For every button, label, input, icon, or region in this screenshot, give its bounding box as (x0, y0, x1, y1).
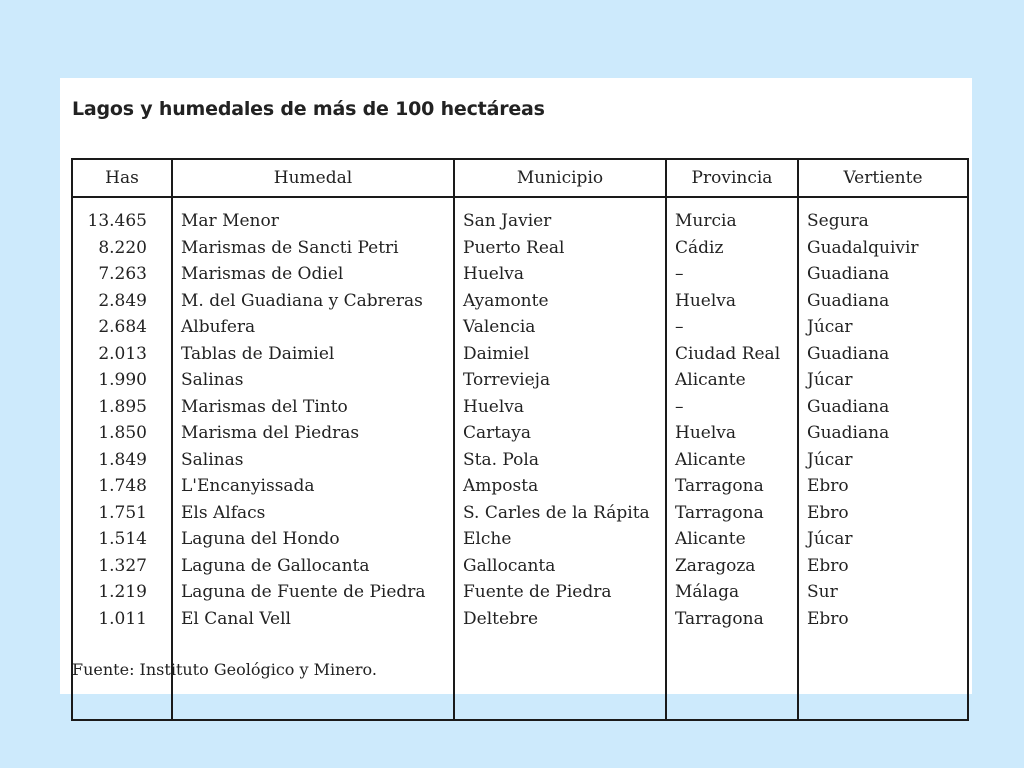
provincia-cell: Tarragona (675, 608, 764, 629)
municipio-cell: Puerto Real (463, 237, 565, 258)
has-cell: 2.684 (98, 317, 147, 337)
source-footnote: Fuente: Instituto Geológico y Minero. (72, 660, 377, 679)
header-vertiente: Vertiente (798, 160, 967, 197)
municipio-cell: S. Carles de la Rápita (463, 502, 650, 523)
wetlands-table-frame (71, 158, 969, 721)
provincia-cell: Málaga (675, 582, 740, 602)
municipio-cell: Elche (463, 529, 512, 549)
has-cell: 1.514 (98, 529, 147, 549)
municipio-cell: Gallocanta (463, 555, 556, 576)
vertiente-cell: Júcar (807, 449, 853, 470)
municipio-cell: Ayamonte (463, 290, 549, 311)
humedal-cell: El Canal Vell (181, 608, 291, 629)
provincia-cell: Alicante (675, 529, 746, 549)
humedal-cell: Laguna de Gallocanta (181, 555, 370, 576)
municipio-cell: Sta. Pola (463, 449, 539, 470)
municipio-cell: Cartaya (463, 423, 531, 443)
vertiente-cell: Júcar (807, 370, 853, 390)
wetlands-table (73, 160, 967, 719)
vertiente-cell: Guadiana (807, 396, 890, 417)
header-has: Has (73, 160, 172, 197)
vertiente-cell: Guadalquivir (807, 237, 919, 258)
has-cell: 8.220 (98, 237, 147, 258)
has-cell: 1.990 (98, 370, 147, 390)
vertiente-cell: Guadiana (807, 290, 890, 311)
provincia-cell: Murcia (675, 211, 737, 231)
vertiente-cell: Guadiana (807, 264, 890, 284)
column-municipio (454, 197, 666, 719)
table-title: Lagos y humedales de más de 100 hectáreas (72, 98, 545, 120)
municipio-cell: Amposta (463, 476, 539, 496)
provincia-cell: Alicante (675, 449, 746, 470)
vertiente-cell: Sur (807, 582, 838, 602)
humedal-cell: Tablas de Daimiel (181, 343, 335, 364)
document-card (60, 78, 972, 694)
municipio-cell: San Javier (463, 211, 552, 231)
has-cell: 7.263 (98, 264, 147, 284)
humedal-cell: Mar Menor (181, 211, 279, 231)
has-cell: 1.011 (98, 608, 147, 629)
provincia-cell: Cádiz (675, 237, 724, 258)
has-cell: 1.327 (98, 555, 147, 576)
municipio-cell: Fuente de Piedra (463, 582, 612, 602)
vertiente-cell: Ebro (807, 476, 849, 496)
municipio-cell: Torrevieja (463, 370, 551, 390)
humedal-cell: Laguna de Fuente de Piedra (181, 582, 426, 602)
humedal-cell: Salinas (181, 449, 244, 470)
humedal-cell: Els Alfacs (181, 502, 266, 523)
provincia-cell: Huelva (675, 290, 737, 311)
vertiente-cell: Júcar (807, 317, 853, 337)
humedal-cell: Marismas de Odiel (181, 264, 344, 284)
vertiente-cell: Segura (807, 211, 869, 231)
has-cell: 1.751 (98, 502, 147, 523)
has-cell: 1.219 (98, 582, 147, 602)
provincia-cell: Ciudad Real (675, 343, 781, 364)
vertiente-cell: Ebro (807, 502, 849, 523)
humedal-cell: Albufera (181, 317, 256, 337)
municipio-cell: Deltebre (463, 608, 539, 629)
provincia-cell: – (675, 317, 684, 337)
vertiente-cell: Ebro (807, 555, 849, 576)
column-humedal (172, 197, 454, 719)
provincia-cell: – (675, 396, 684, 417)
provincia-cell: Tarragona (675, 476, 764, 496)
column-has (73, 197, 172, 719)
has-cell: 2.013 (98, 343, 147, 364)
provincia-cell: Tarragona (675, 502, 764, 523)
humedal-cell: M. del Guadiana y Cabreras (181, 290, 423, 311)
header-provincia: Provincia (666, 160, 798, 197)
body-row (73, 197, 967, 719)
humedal-cell: Marismas de Sancti Petri (181, 237, 399, 258)
humedal-cell: L'Encanyissada (181, 476, 315, 496)
humedal-cell: Laguna del Hondo (181, 529, 340, 549)
municipio-cell: Valencia (463, 317, 536, 337)
provincia-cell: Huelva (675, 423, 737, 443)
provincia-cell: – (675, 264, 684, 284)
humedal-cell: Marismas del Tinto (181, 396, 348, 417)
provincia-cell: Alicante (675, 370, 746, 390)
has-cell: 1.850 (98, 423, 147, 443)
municipio-cell: Huelva (463, 264, 525, 284)
municipio-cell: Daimiel (463, 343, 530, 364)
vertiente-cell: Guadiana (807, 423, 890, 443)
humedal-cell: Marisma del Piedras (181, 423, 360, 443)
has-cell: 1.748 (98, 476, 147, 496)
municipio-cell: Huelva (463, 396, 525, 417)
header-row (73, 160, 967, 197)
vertiente-cell: Ebro (807, 608, 849, 629)
has-cell: 2.849 (98, 290, 147, 311)
column-provincia (666, 197, 798, 719)
header-humedal: Humedal (172, 160, 454, 197)
column-vertiente (798, 197, 967, 719)
has-cell: 13.465 (87, 211, 147, 231)
has-cell: 1.849 (98, 449, 147, 470)
header-municipio: Municipio (454, 160, 666, 197)
vertiente-cell: Guadiana (807, 343, 890, 364)
has-cell: 1.895 (98, 396, 147, 417)
humedal-cell: Salinas (181, 370, 244, 390)
provincia-cell: Zaragoza (675, 555, 756, 576)
vertiente-cell: Júcar (807, 529, 853, 549)
